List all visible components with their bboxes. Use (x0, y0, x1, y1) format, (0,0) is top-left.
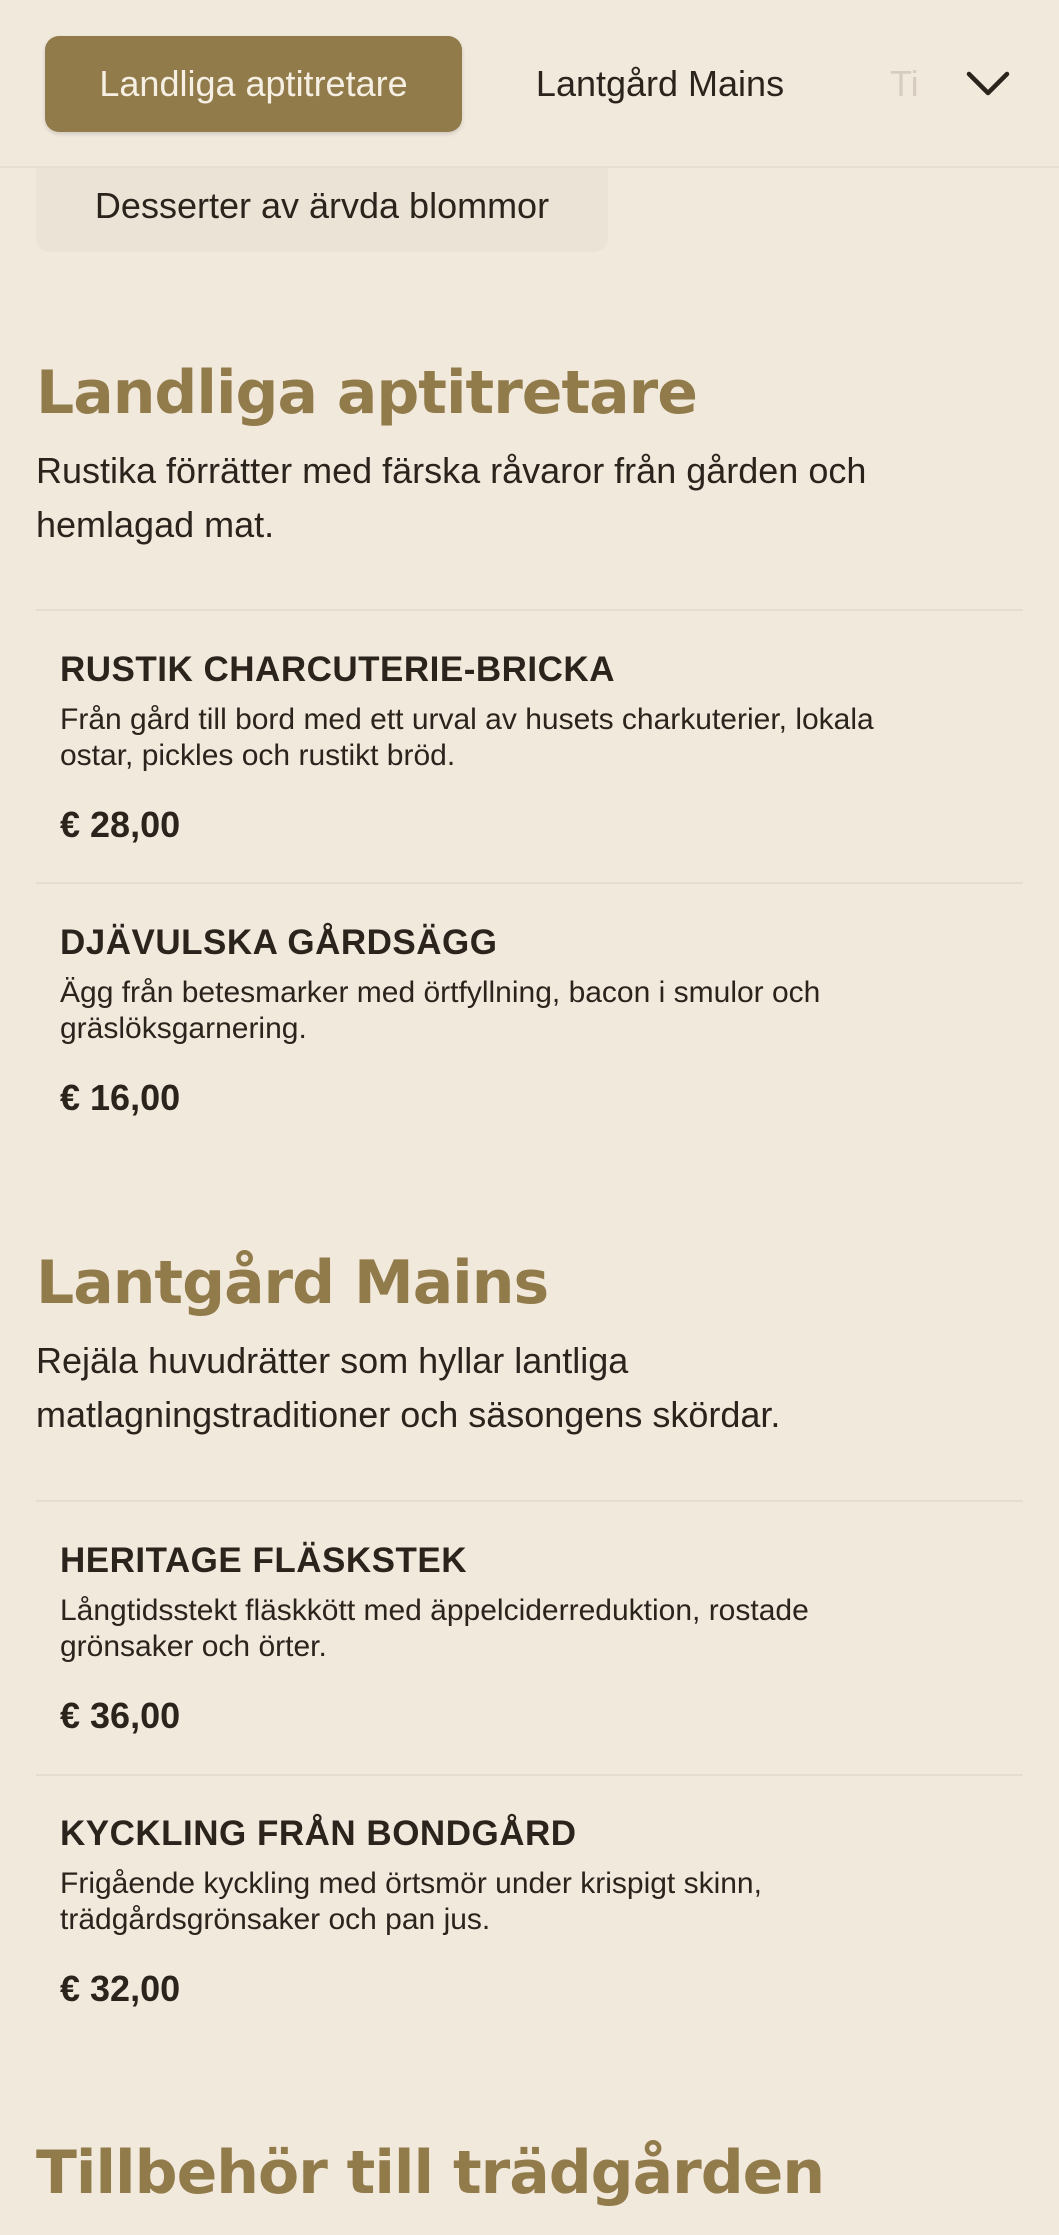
item-price: € 28,00 (60, 804, 181, 845)
category-tab-desserts-label: Desserter av ärvda blommor (94, 185, 550, 226)
category-tab-mains-label: Lantgård Mains (535, 63, 785, 104)
item-description-line: trädgårdsgrönsaker och pan jus. (60, 1903, 491, 1936)
item-name: HERITAGE FLÄSKSTEK (60, 1541, 467, 1580)
section-title: Lantgård Mains (36, 1248, 549, 1318)
category-tab-appetizers-label: Landliga aptitretare (99, 63, 408, 104)
divider (36, 882, 1023, 884)
divider (36, 1774, 1023, 1776)
item-description-line: ostar, pickles och rustikt bröd. (60, 739, 456, 772)
item-description-line: Ägg från betesmarker med örtfyllning, bacon i smulor och (60, 976, 821, 1009)
section-description-line: hemlagad mat. (36, 504, 275, 545)
section-description-line: Rustika förrätter med färska råvaror från gården och (36, 450, 867, 491)
item-description (60, 1593, 960, 1665)
item-price: € 36,00 (60, 1695, 181, 1736)
section-title: Landliga aptitretare (36, 358, 697, 428)
item-price: € 32,00 (60, 1968, 181, 2009)
section-description-line: Rejäla huvudrätter som hyllar lantliga (36, 1340, 629, 1381)
menu-item[interactable] (60, 1541, 960, 1737)
item-name: RUSTIK CHARCUTERIE-BRICKA (60, 650, 615, 689)
item-name: DJÄVULSKA GÅRDSÄGG (60, 923, 498, 962)
item-description-line: grönsaker och örter. (60, 1630, 327, 1663)
section-appetizers (36, 360, 1023, 552)
item-description (60, 975, 960, 1047)
divider (36, 609, 1023, 611)
item-description (60, 702, 960, 774)
item-price: € 16,00 (60, 1077, 181, 1118)
item-description (60, 1866, 960, 1938)
item-description-line: Från gård till bord med ett urval av husets charkuterier, lokala (60, 703, 874, 736)
category-tab-mains[interactable] (505, 36, 815, 132)
item-description-line: Långtidsstekt fläskkött med äppelciderreduktion, rostade (60, 1594, 809, 1627)
category-tab-sides[interactable] (890, 36, 950, 132)
section-title: Tillbehör till trädgården (36, 2138, 825, 2208)
menu-item[interactable] (60, 1814, 960, 2010)
category-tab-appetizers[interactable] (45, 36, 462, 132)
section-description (36, 444, 1023, 552)
item-description-line: Frigående kyckling med örtsmör under krispigt skinn, (60, 1867, 762, 1900)
category-tab-desserts[interactable] (36, 160, 608, 252)
section-mains (36, 1250, 1023, 1442)
divider (36, 1500, 1023, 1502)
section-description-line: matlagningstraditioner och säsongens skördar. (36, 1394, 781, 1435)
chevron-down-icon[interactable] (958, 58, 1018, 110)
item-description-line: gräslöksgarnering. (60, 1012, 307, 1045)
menu-item[interactable] (60, 923, 960, 1119)
menu-item[interactable] (60, 650, 960, 846)
item-name: KYCKLING FRÅN BONDGÅRD (60, 1814, 577, 1853)
section-description (36, 1334, 1023, 1442)
category-nav-bar (0, 0, 1059, 168)
category-tab-sides-label: Ti (890, 63, 919, 104)
section-sides (36, 2140, 1023, 2206)
